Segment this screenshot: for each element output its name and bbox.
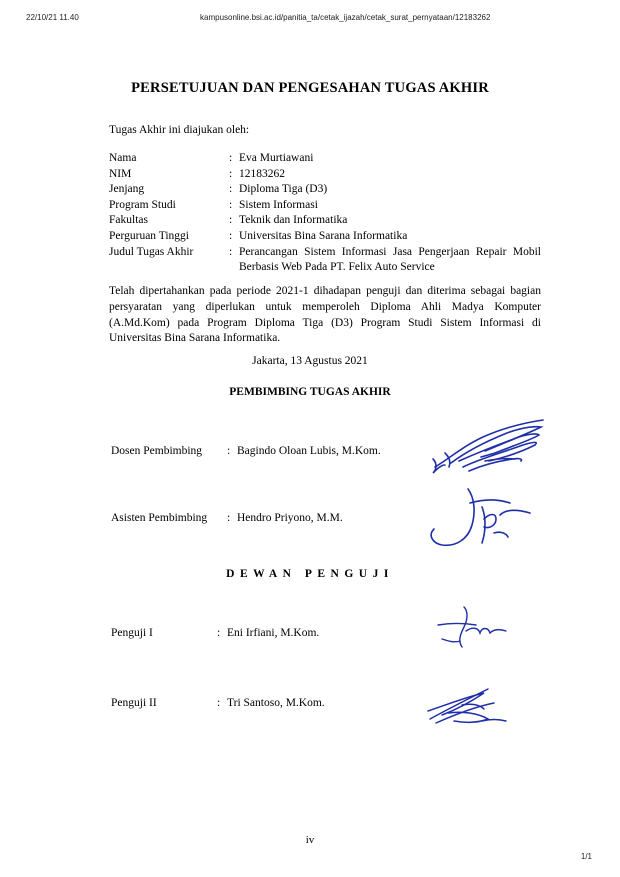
- info-separator: :: [229, 245, 233, 258]
- row-separator: :: [227, 512, 231, 524]
- info-value: Sistem Informasi: [239, 198, 318, 211]
- student-info: [109, 151, 541, 276]
- info-separator: :: [229, 167, 233, 180]
- role-label: Asisten Pembimbing: [111, 512, 208, 524]
- info-separator: :: [229, 198, 233, 211]
- approval-paragraph: Telah dipertahankan pada periode 2021-1 dihadapan penguji dan diterima sebagai bagian persyaratan yang diperlukan untuk memperoleh Diploma Ahli Madya Komputer (A.Md.Kom) pada Program Diploma Tiga (D3) Program Studi Sistem Informasi di Universitas Bina Sarana Informatika.: [109, 285, 541, 345]
- info-label: Nama: [109, 152, 137, 164]
- signature-row-dosen-pembimbing: [111, 445, 381, 457]
- signature-3-image: [430, 603, 510, 653]
- print-page-count: 1/1: [580, 852, 592, 861]
- role-label: Dosen Pembimbing: [111, 445, 203, 457]
- row-separator: :: [217, 627, 221, 639]
- signature-row-asisten-pembimbing: [111, 512, 343, 524]
- info-label: Program Studi: [109, 198, 176, 211]
- person-name: Eni Irfiani, M.Kom.: [227, 627, 320, 639]
- info-label: Judul Tugas Akhir: [109, 245, 194, 258]
- person-name: Tri Santoso, M.Kom.: [227, 697, 325, 709]
- page-number: iv: [305, 834, 315, 846]
- info-label: Perguruan Tinggi: [109, 229, 189, 242]
- info-value: Eva Murtiawani: [239, 152, 314, 164]
- info-row-nim: [109, 167, 541, 183]
- place-date: Jakarta, 13 Agustus 2021: [252, 355, 368, 367]
- person-name: Hendro Priyono, M.M.: [237, 512, 343, 524]
- info-row-fakultas: [109, 213, 541, 229]
- print-datetime: 22/10/21 11.40: [26, 13, 79, 22]
- print-url: kampusonline.bsi.ac.id/panitia_ta/cetak_ijazah/cetak_surat_pernyataan/12183262: [200, 13, 491, 22]
- info-value: Teknik dan Informatika: [239, 214, 348, 227]
- info-label: NIM: [109, 167, 132, 180]
- info-value: 12183262: [239, 167, 285, 180]
- signature-1-image: [425, 415, 550, 480]
- info-row-jenjang: [109, 182, 541, 198]
- info-separator: :: [229, 229, 233, 242]
- pembimbing-heading: PEMBIMBING TUGAS AKHIR: [229, 386, 391, 398]
- info-row-name: [109, 151, 541, 167]
- role-label: Penguji I: [111, 627, 153, 639]
- document-title: PERSETUJUAN DAN PENGESAHAN TUGAS AKHIR: [131, 80, 489, 96]
- signature-row-penguji-2: [111, 697, 325, 709]
- info-separator: :: [229, 152, 233, 164]
- penguji-heading: DEWAN PENGUJI: [226, 568, 394, 580]
- info-value: Universitas Bina Sarana Informatika: [239, 229, 408, 242]
- info-row-perguruan-tinggi: [109, 229, 541, 245]
- person-name: Bagindo Oloan Lubis, M.Kom.: [237, 445, 381, 457]
- role-label: Penguji II: [111, 697, 157, 709]
- info-row-program-studi: [109, 198, 541, 214]
- info-label: Jenjang: [109, 183, 145, 196]
- info-value: Perancangan Sistem Informasi Jasa Pengerjaan Repair Mobil Berbasis Web Pada PT. Felix Auto Service: [239, 245, 541, 274]
- row-separator: :: [227, 445, 231, 457]
- info-separator: :: [229, 214, 233, 227]
- info-separator: :: [229, 183, 233, 196]
- info-row-judul: [109, 245, 541, 276]
- signature-4-image: [422, 683, 514, 729]
- info-value: Diploma Tiga (D3): [239, 183, 328, 196]
- info-label: Fakultas: [109, 214, 148, 227]
- signature-row-penguji-1: [111, 627, 319, 639]
- row-separator: :: [217, 697, 221, 709]
- signature-2-image: [420, 485, 540, 553]
- intro-text: Tugas Akhir ini diajukan oleh:: [109, 124, 250, 136]
